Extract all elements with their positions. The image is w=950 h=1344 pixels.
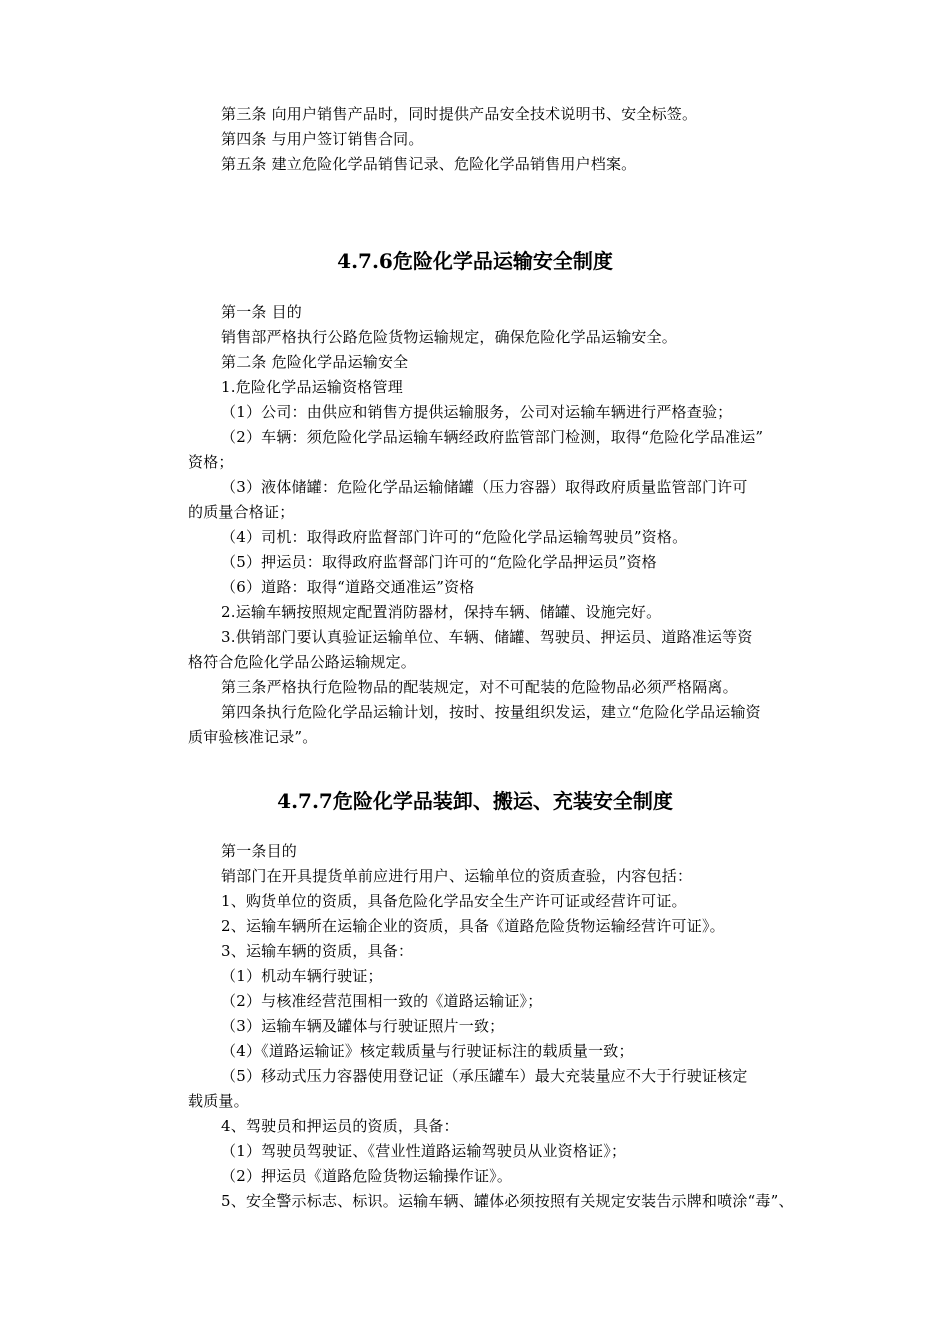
- s477-line: （4）《道路运输证》核定载质量与行驶证标注的载质量一致；: [221, 1042, 634, 1060]
- s477-line: 销部门在开具提货单前应进行用户、运输单位的资质查验，内容包括：: [221, 867, 693, 885]
- s476-line: 第一条 目的: [221, 303, 302, 321]
- s477-line: （1）机动车辆行驶证；: [221, 967, 383, 985]
- s476-line: 第四条执行危险化学品运输计划，按时、按量组织发运，建立“危险化学品运输资: [221, 703, 761, 721]
- s477-line: 载质量。: [188, 1092, 249, 1110]
- s476-line: 第三条严格执行危险物品的配装规定，对不可配装的危险物品必须严格隔离。: [221, 678, 738, 696]
- s477-line: 3、运输车辆的资质，具备：: [221, 942, 414, 960]
- article-3-sales-docs: 第三条 向用户销售产品时，同时提供产品安全技术说明书、安全标签。: [221, 105, 698, 123]
- s476-line: 销售部严格执行公路危险货物运输规定，确保危险化学品运输安全。: [221, 328, 678, 346]
- s476-line: （6）道路：取得“道路交通准运”资格: [221, 578, 475, 596]
- s477-line: （3）运输车辆及罐体与行驶证照片一致；: [221, 1017, 505, 1035]
- s476-line: 2.运输车辆按照规定配置消防器材，保持车辆、储罐、设施完好。: [221, 603, 662, 621]
- article-4-contract: 第四条 与用户签订销售合同。: [221, 130, 424, 148]
- s477-line: 1、购货单位的资质，具备危险化学品安全生产许可证或经营许可证。: [221, 892, 687, 910]
- s477-line: （2）与核准经营范围相一致的《道路运输证》；: [221, 992, 543, 1010]
- s476-line: （3）液体储罐：危险化学品运输储罐（压力容器）取得政府质量监管部门许可: [221, 478, 748, 496]
- s477-line: （5）移动式压力容器使用登记证（承压罐车）最大充装量应不大于行驶证核定: [221, 1067, 748, 1085]
- s477-line: 2、运输车辆所在运输企业的资质，具备《道路危险货物运输经营许可证》。: [221, 917, 725, 935]
- s477-line: 第一条目的: [221, 842, 298, 860]
- section-476-title: 4.7.6危险化学品运输安全制度: [337, 249, 613, 273]
- s476-line: （1）公司：由供应和销售方提供运输服务，公司对运输车辆进行严格查验；: [221, 403, 733, 421]
- s477-line: 5、安全警示标志、标识。运输车辆、罐体必须按照有关规定安装告示牌和喷涂“毒”、: [221, 1192, 794, 1210]
- s476-line: （2）车辆：须危险化学品运输车辆经政府监管部门检测，取得“危险化学品准运”: [221, 428, 764, 446]
- s476-line: 的质量合格证；: [188, 503, 295, 521]
- s476-line: （4）司机：取得政府监督部门许可的“危险化学品运输驾驶员”资格。: [221, 528, 688, 546]
- s476-line: （5）押运员：取得政府监督部门许可的“危险化学品押运员”资格: [221, 553, 657, 571]
- s477-line: （1）驾驶员驾驶证、《营业性道路运输驾驶员从业资格证》；: [221, 1142, 627, 1160]
- s476-line: 格符合危险化学品公路运输规定。: [188, 653, 417, 671]
- s476-line: 第二条 危险化学品运输安全: [221, 353, 409, 371]
- s477-line: （2）押运员《道路危险货物运输操作证》。: [221, 1167, 513, 1185]
- s476-line: 1.危险化学品运输资格管理: [221, 378, 403, 396]
- section-477-title: 4.7.7危险化学品装卸、搬运、充装安全制度: [277, 789, 673, 813]
- article-5-records: 第五条 建立危险化学品销售记录、危险化学品销售用户档案。: [221, 155, 637, 173]
- s476-line: 3.供销部门要认真验证运输单位、车辆、储罐、驾驶员、押运员、道路准运等资: [221, 628, 753, 646]
- s477-line: 4、驾驶员和押运员的资质，具备：: [221, 1117, 459, 1135]
- s476-line: 资格；: [188, 453, 234, 471]
- s476-line: 质审验核准记录”。: [188, 728, 318, 746]
